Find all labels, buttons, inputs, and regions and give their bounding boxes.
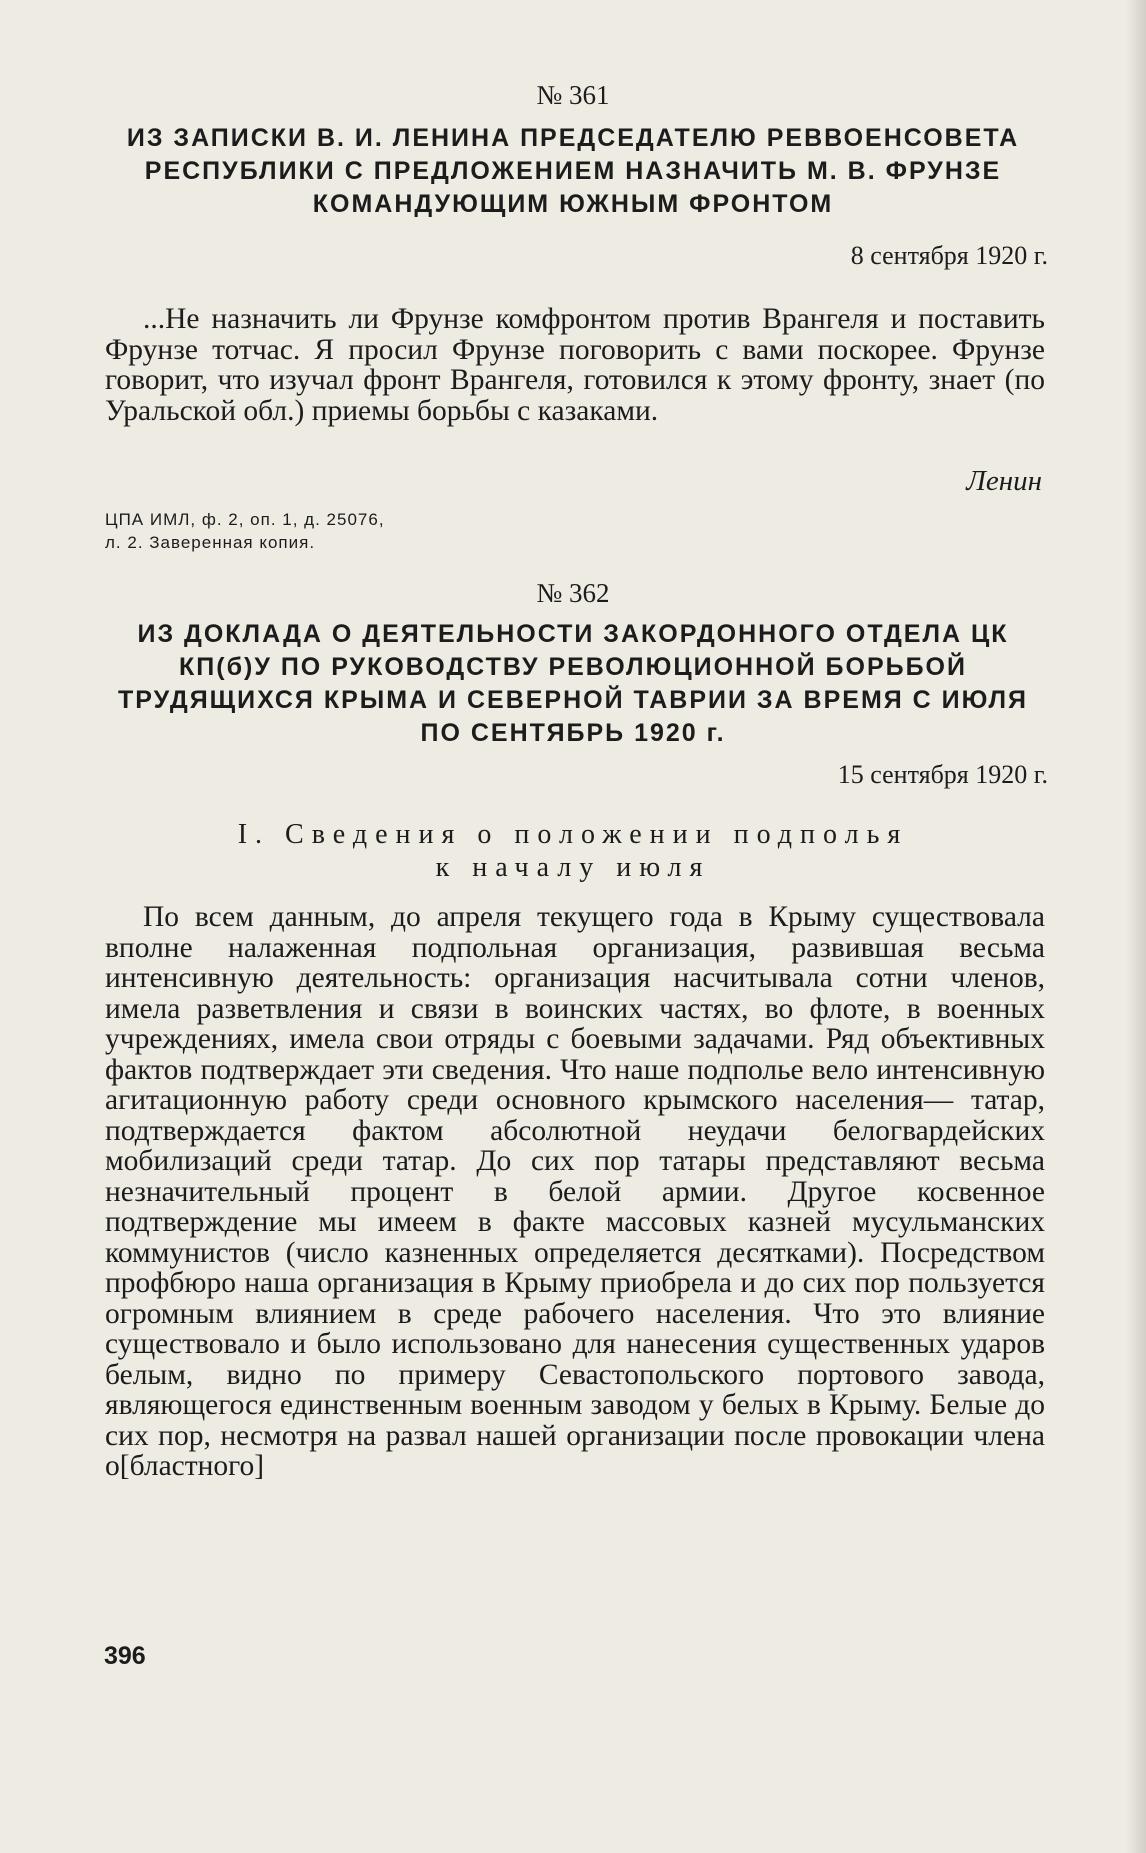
page-number: 396: [104, 1642, 146, 1670]
paragraph: ...Не назначить ли Фрунзе комфронтом против Врангеля и поставить Фрунзе тотчас. Я просил Фрунзе поговорить с вами поскорее. Фрунзе говорит, что изучал фронт Врангеля, готовился к этому фронту, знает (по Уральской обл.) приемы борьбы с казаками.: [105, 303, 1045, 427]
section-title: [120, 818, 1026, 884]
document-date-362: 15 сентября 1920 г.: [837, 760, 1048, 789]
section-title-line: I. Сведения о положении подполья: [237, 819, 909, 850]
paragraph: По всем данным, до апреля текущего года в Крыму существовала вполне налаженная подпольная организация, развившая весьма интенсивную деятельность: организация насчитывала сотни членов, имела разветвления и связи в воинских частях, во флоте, в военных учреждениях, имела свои отряды с боевыми задачами. Ряд объективных фактов подтверждает эти сведения. Что наше подполье вело интенсивную агитационную работу среди основного крымского населения— татар, подтверждается фактом абсолютной неудачи белогвардейских мобилизаций среди татар. До сих пор татары представляют весьма незначительный процент в белой армии. Другое косвенное подтверждение мы имеем в факте массовых казней мусульманских коммунистов (число казненных определяется десятками). Посредством профбюро наша организация в Крыму приобрела и до сих пор пользуется огромным влиянием в среде рабочего населения. Что это влияние существовало и было использовано для нанесения существенных ударов белым, видно по примеру Севастопольского портового завода, являющегося единственным военным заводом у белых в Крыму. Белые до сих пор, несмотря на развал нашей организации после провокации члена о[бластного]: [105, 901, 1045, 1482]
document-number-362: № 362: [536, 578, 610, 608]
archive-source: [105, 508, 605, 554]
section-title-line: к началу июля: [435, 852, 711, 883]
document-title-362: ИЗ ДОКЛАДА О ДЕЯТЕЛЬНОСТИ ЗАКОРДОННОГО ОТДЕЛА ЦК КП(б)У ПО РУКОВОДСТВУ РЕВОЛЮЦИОННОЙ БОРЬБОЙ ТРУДЯЩИХСЯ КРЫМА И СЕВЕРНОЙ ТАВРИИ ЗА ВРЕМЯ С ИЮЛЯ ПО СЕНТЯБРЬ 1920 г.: [118, 620, 1028, 747]
document-text-361: [105, 304, 1045, 426]
signature: Ленин: [966, 465, 1042, 497]
archive-source-line: л. 2. Заверенная копия.: [105, 533, 316, 552]
document-text-362: [105, 902, 1045, 1482]
document-number-361: № 361: [536, 80, 610, 110]
document-title-361: ИЗ ЗАПИСКИ В. И. ЛЕНИНА ПРЕДСЕДАТЕЛЮ РЕВВОЕНСОВЕТА РЕСПУБЛИКИ С ПРЕДЛОЖЕНИЕМ НАЗНАЧИТЬ М. В. ФРУНЗЕ КОМАНДУЮЩИМ ЮЖНЫМ ФРОНТОМ: [126, 124, 1020, 218]
archive-source-line: ЦПА ИМЛ, ф. 2, оп. 1, д. 25076,: [105, 510, 385, 529]
page-spine-shadow: [1126, 0, 1146, 1853]
document-date-361: 8 сентября 1920 г.: [850, 241, 1048, 270]
